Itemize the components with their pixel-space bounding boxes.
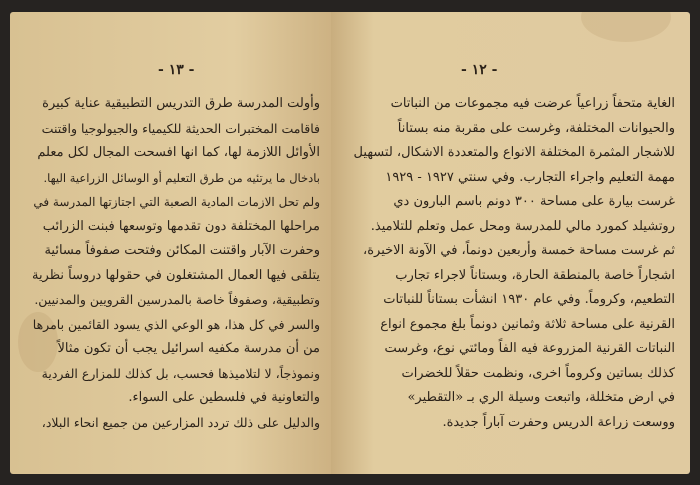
text-line: يتلقى فيها العمال المشتغلون في حقولها دروساً نظرية [32,267,320,283]
text-line: وأولت المدرسة طرق التدريس التطبيقية عناية كبيرة [42,96,320,111]
text-line: ثم غرست مساحة خمسة وأربعين دونماً، في الآونة الاخيرة، [363,243,675,258]
page-number: - ١٣ - [158,62,195,78]
text-line: غرست بيارة على مساحة ٣٠٠ دونم باسم البارون دي [393,194,675,209]
page-text [353,92,675,435]
text-line: النباتات القرنية المزروعة فيه الفاً ومائتي نوع، وغرست [384,341,675,356]
text-line: مراحلها المختلفة دون تقدمها وتوسعها فبنت الزرائب [42,218,320,234]
text-line: والحيوانات المختلفة، وغرست على مقربة منه بستاناً [397,120,675,136]
text-line: اشجاراً خاصة بالمنطقة الحارة، وبستاناً لاجراء تجارب [395,267,675,283]
text-line: ولم تحل الازمات المادية الصعبة التي اجتازتها المدرسة في [33,195,320,209]
page-text [32,92,320,435]
text-line: للاشجار المثمرة المختلفة الانواع والمتعددة الاشكال، لتسهيل [353,145,675,160]
right-page [331,12,690,474]
text-line: الغاية متحفاً زراعياً عرضت فيه مجموعات من النباتات [390,96,675,111]
text-line: وتطبيقية، وصفوفاً خاصة بالمدرسين القرويين والمدنيين. [34,292,320,307]
text-line: مهمة التعليم واجراء التجارب. وفي سنتي ١٩٢٧ - ١٩٢٩ [385,169,675,185]
paper-stain [581,12,671,42]
text-line: ونموذجاً، لا لتلاميذها فحسب، بل كذلك للمزارع الفردية [41,365,320,381]
text-line: التطعيم، وكروماً. وفي عام ١٩٣٠ انشأت بستاناً للنباتات [383,292,675,307]
text-line: القرنية على مساحة ثلاثة وثمانين دونماً بلغ مجموع انواع [380,316,675,332]
text-line: الأوائل اللازمة لها، كما انها افسحت المجال لكل معلم [37,145,320,160]
left-page [10,12,331,474]
text-line: وحفرت الآبار واقتنت المكائن وفتحت صفوفاً مسائية [44,243,320,258]
text-line: والسر في كل هذا، هو الوعي الذي يسود القائمين بامرها [32,316,320,332]
text-line: كذلك بساتين وكروماً اخرى، ونظمت حقلاً للخضرات [401,365,675,381]
text-line: بادخال ما يرتئيه من طرق التعليم أو الوسائل الزراعية اليها. [43,170,320,185]
booklet-spread [10,12,690,474]
text-line: والتعاونية في فلسطين على السواء. [128,390,320,405]
text-line: من أن مدرسة مكفيه اسرائيل يجب أن تكون مثالاً [57,341,320,356]
text-line: والدليل على ذلك تردد المزارعين من جميع انحاء البلاد، [41,414,320,430]
text-line: ووسعت زراعة الدريس وحفرت آباراً جديدة. [442,414,675,430]
text-line: في ارض متخللة، واتبعت وسيلة الري بـ «التقطير» [407,390,675,405]
page-number: - ١٢ - [461,62,498,78]
text-line: روتشيلد كمورد مالي للمدرسة ومحل عمل وتعلم للتلاميذ. [370,218,675,234]
text-line: فاقامت المختبرات الحديثة للكيمياء والجيولوجيا واقتنت [41,120,320,136]
